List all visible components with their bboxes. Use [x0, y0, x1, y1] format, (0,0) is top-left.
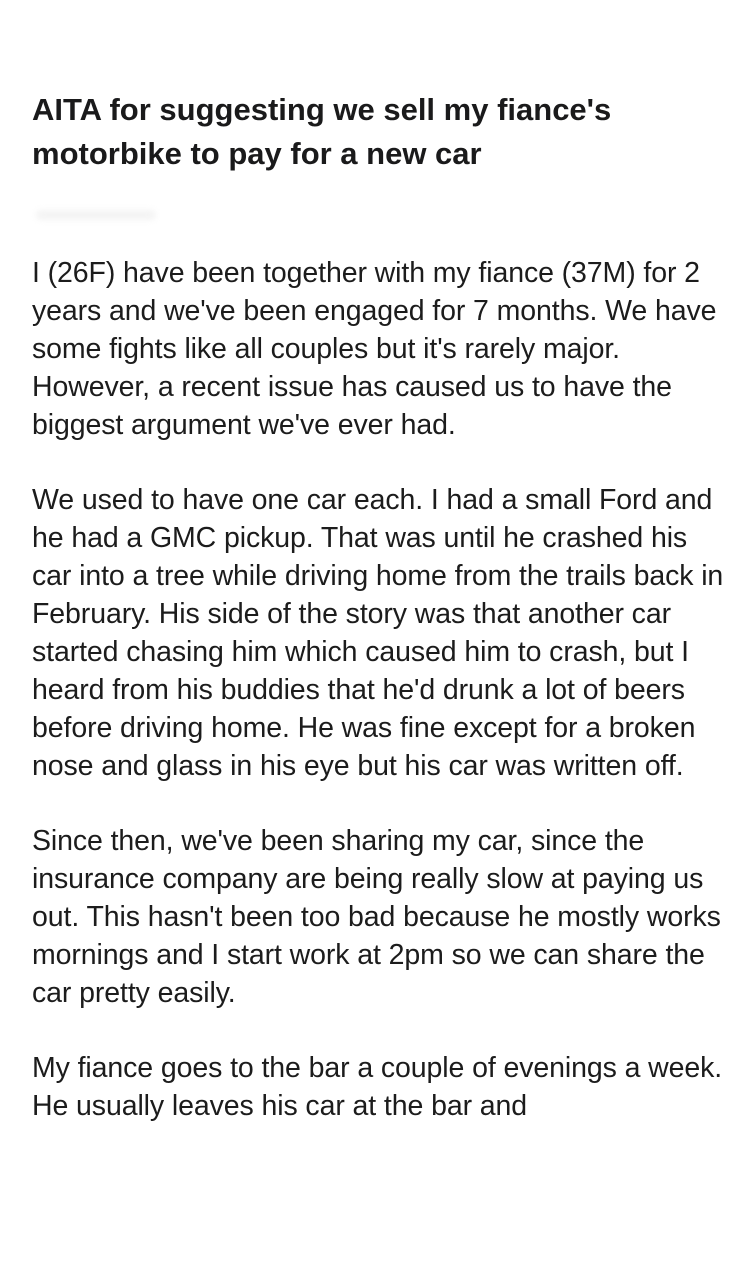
post: [32, 88, 728, 1125]
post-paragraph: My fiance goes to the bar a couple of evenings a week. He usually leaves his car at the bar and: [32, 1052, 723, 1122]
post-meta-blurred: [32, 176, 728, 246]
post-title: AITA for suggesting we sell my fiance's motorbike to pay for a new car: [32, 92, 612, 171]
blurred-author-info: [36, 210, 156, 220]
post-body: [32, 254, 728, 1125]
post-paragraph: I (26F) have been together with my fiance (37M) for 2 years and we've been engaged for 7 months. We have some fights like all couples but it's rarely major. However, a recent issue has caused us to have the biggest argument we've ever had.: [32, 257, 717, 441]
post-paragraph: Since then, we've been sharing my car, since the insurance company are being really slow at paying us out. This hasn't been too bad because he mostly works mornings and I start work at 2pm so we can share the car pretty easily.: [32, 825, 721, 1009]
post-paragraph: We used to have one car each. I had a small Ford and he had a GMC pickup. That was until he crashed his car into a tree while driving home from the trails back in February. His side of the story was that another car started chasing him which caused him to crash, but I heard from his buddies that he'd drunk a lot of beers before driving home. He was fine except for a broken nose and glass in his eye but his car was written off.: [32, 484, 724, 782]
